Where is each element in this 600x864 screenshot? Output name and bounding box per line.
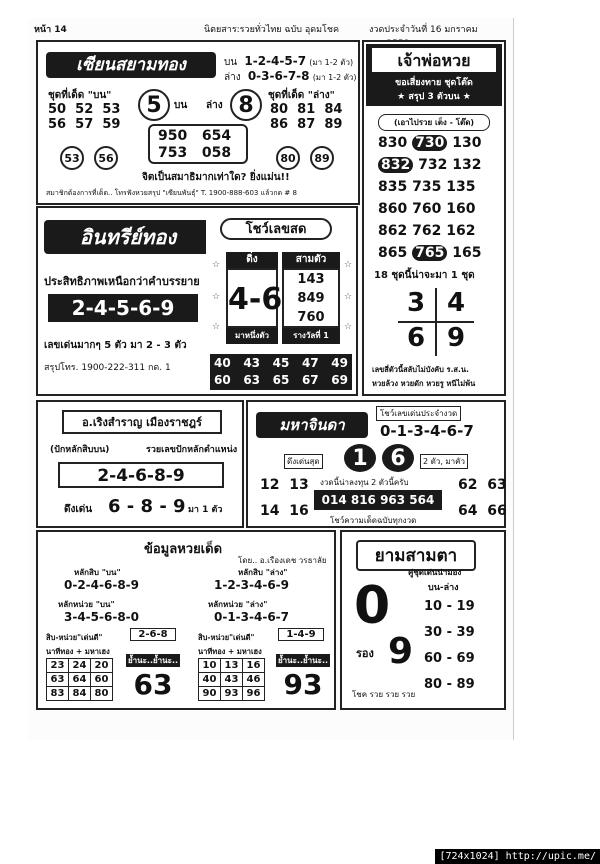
toto-num: 132 <box>452 157 482 173</box>
sam-num: 849 <box>297 291 325 306</box>
magazine-name: นิตยสาร:รวยทั่วไทย ฉบับ อุดมโชค <box>204 25 339 35</box>
lang-note: (มา 1-2 ตัว) <box>312 73 357 82</box>
toto-num: 130 <box>452 135 482 151</box>
right-big-num: 93 <box>283 668 323 701</box>
left-line-label: หลักสิบ "บน" <box>74 568 121 577</box>
range-list <box>424 594 475 698</box>
right-num: 89 <box>324 117 343 132</box>
lang-label: ล่าง <box>224 72 241 83</box>
section-yam-sam-ta <box>340 530 506 710</box>
left-num: 13 <box>289 477 309 493</box>
left-num: 50 <box>48 102 67 117</box>
star-icon: ☆ <box>212 260 221 270</box>
grid-digit: 3 <box>406 288 426 318</box>
table-cell: 84 <box>69 687 91 701</box>
grid-num: 60 <box>214 373 231 387</box>
table-cell: 24 <box>69 659 91 673</box>
grid-num: 47 <box>301 356 319 370</box>
grid-num: 63 <box>243 373 261 387</box>
ding-note: มา 1 ตัว <box>188 505 223 515</box>
luck-text: โชค รวย รวย รวย <box>352 690 416 699</box>
toto-num: 735 <box>412 179 442 195</box>
star-icon: ☆ <box>344 260 353 270</box>
label-lang: ล่าง <box>206 100 223 111</box>
right-line-label: หลักหน่วย "ล่าง" <box>208 600 268 609</box>
bon-line <box>224 54 353 70</box>
grid-num: 45 <box>272 356 290 370</box>
main-seq: 2-4-5-6-9 <box>48 294 198 322</box>
sets-note: 18 ชุดนี้น่าจะมา 1 ชุด <box>374 270 475 281</box>
section-subtitle: คู่ชุดเด่นน่ามอง <box>408 568 462 577</box>
left-big-num: 63 <box>133 668 173 701</box>
grid-num: 43 <box>243 356 261 370</box>
grid-num: 40 <box>214 356 231 370</box>
main-seq: 2-4-6-8-9 <box>58 462 224 488</box>
table-cell: 93 <box>221 687 243 701</box>
toto-num: 160 <box>446 201 476 217</box>
left-table-title: นาทีทอง + มหาเฮง <box>46 647 110 656</box>
ding-label: ดิ่ง <box>226 252 278 268</box>
footnote1: เลขสี่ตัวนี้สลับไม่บังคับ ร.ส.น. <box>372 365 469 374</box>
right-num: 81 <box>297 102 316 117</box>
ding-label: ดึงเด่น <box>64 504 93 515</box>
right-line-value: 1-2-3-4-6-9 <box>214 578 289 592</box>
sub-left: มาหนึ่งตัว <box>226 328 278 344</box>
right-line-label: หลักสิบ "ล่าง" <box>238 568 288 577</box>
grid-num: 69 <box>331 373 348 387</box>
table-cell: 46 <box>243 673 265 687</box>
circle-num: 56 <box>94 146 118 170</box>
right-minute-table <box>198 658 265 701</box>
table-cell: 96 <box>243 687 265 701</box>
toto-num: 135 <box>446 179 476 195</box>
right-num: 84 <box>324 102 343 117</box>
table-cell: 40 <box>199 673 221 687</box>
left-num: 14 <box>260 503 280 519</box>
left-num: 59 <box>102 117 121 132</box>
bon-label: บน <box>224 57 238 68</box>
phone: สรุปโทร. 1900-222-311 กด. 1 <box>44 363 171 373</box>
left-box-value: 2-6-8 <box>130 628 176 641</box>
table-cell: 63 <box>47 673 69 687</box>
left-box-label: สิบ-หน่วย"เด่นดี" <box>46 633 103 642</box>
section-summary: ★ สรุป 3 ตัวบน ★ <box>397 92 471 102</box>
section-title: เซียนสยามทอง <box>46 52 216 78</box>
toto-num: 732 <box>418 157 448 173</box>
bon-seq: 1-2-4-5-7 <box>244 54 307 68</box>
digit-lang-circle: 8 <box>230 89 262 121</box>
table-cell: 64 <box>69 673 91 687</box>
left-line-value: 3-4-5-6-8-0 <box>64 610 139 624</box>
slogan: จิตเป็นสมาธิมากเท่าใด? ยิ่งแม่น!! <box>142 172 290 183</box>
sub2: รวยเลขปักหลักตำแหน่ง <box>146 445 238 455</box>
center-num: 654 <box>201 128 232 144</box>
ding-digits: 4-6 <box>226 268 278 328</box>
toto-num-highlight: 832 <box>378 157 413 173</box>
grid-num: 67 <box>301 373 319 387</box>
label-bon: บน <box>174 100 188 111</box>
star-icon: ☆ <box>344 322 353 332</box>
digit-note: 2 ตัว, มาคัว <box>420 454 468 469</box>
left-num: 56 <box>48 117 67 132</box>
range-item: 30 - 39 <box>424 625 475 640</box>
left-title: ชุดที่เด็ด "บน" <box>48 90 112 101</box>
left-num: 57 <box>75 117 94 132</box>
toto-num: 860 <box>378 201 408 217</box>
draw-date: งวดประจำวันที่ 16 มกราคม <box>369 25 478 35</box>
right-nums <box>458 472 507 524</box>
right-num: 80 <box>270 102 289 117</box>
toto-num: 165 <box>452 245 482 261</box>
table-cell: 16 <box>243 659 265 673</box>
four-nums: 014 816 963 564 <box>314 490 442 510</box>
toto-num: 862 <box>378 223 408 239</box>
section-sub2: บน-ล่าง <box>428 583 459 593</box>
circle-num: 89 <box>310 146 334 170</box>
section-siansiamthong <box>36 40 360 205</box>
footnote2: หวยล้วง หวยดัก หวยรู หนีไม่พ้น <box>372 379 476 388</box>
left-num: 12 <box>260 477 280 493</box>
right-num: 86 <box>270 117 289 132</box>
digit-circle: 6 <box>382 444 414 472</box>
range-item: 10 - 19 <box>424 599 475 614</box>
bon-note: (มา 1-2 ตัว) <box>309 58 354 67</box>
range-item: 80 - 89 <box>424 677 475 692</box>
ding-label: ดึงเด่นสุด <box>284 454 323 469</box>
right-box-label: สิบ-หน่วย"เด่นดี" <box>198 633 255 642</box>
center-num: 753 <box>158 145 188 161</box>
grid-num: 49 <box>331 356 348 370</box>
footer: โชว์ความเด็ดฉบับทุกงวด <box>330 516 417 525</box>
center-nums-box <box>148 124 248 164</box>
page-header <box>34 20 508 36</box>
table-cell: 60 <box>91 673 113 687</box>
right-big-label: ย้ำนะ..ย้ำนะ.. <box>277 656 329 665</box>
toto-rows <box>378 132 498 264</box>
sam-label: สามตัว <box>282 252 340 268</box>
left-minute-table <box>46 658 113 701</box>
section-title: เจ้าพ่อหวย <box>372 48 496 72</box>
left-num: 16 <box>289 503 309 519</box>
left-num: 52 <box>75 102 94 117</box>
table-cell: 20 <box>91 659 113 673</box>
center-num: 058 <box>201 145 232 161</box>
tip: งวดนี้น่าลงทุน 2 ตัวนี้ครับ <box>320 478 409 487</box>
right-line-value: 0-1-3-4-6-7 <box>214 610 289 624</box>
sam-num: 143 <box>297 272 325 287</box>
effect-text: ประสิทธิภาพเหนือกว่าคำบรรยาย <box>44 275 200 288</box>
page-number: หน้า 14 <box>34 25 67 35</box>
table-cell: 83 <box>47 687 69 701</box>
sam-num: 760 <box>297 310 325 325</box>
lang-line <box>224 69 357 85</box>
lang-seq: 0-3-6-7-8 <box>247 69 310 83</box>
right-num: 66 <box>487 503 507 519</box>
circle-num: 53 <box>60 146 84 170</box>
toto-num: 865 <box>378 245 408 261</box>
star-icon: ☆ <box>344 292 353 302</box>
left-line-value: 0-2-4-6-8-9 <box>64 578 139 592</box>
right-nums <box>270 102 342 132</box>
section-title: ข้อมูลหวยเด็ด <box>143 542 223 557</box>
right-num: 64 <box>458 503 478 519</box>
table-cell: 23 <box>47 659 69 673</box>
four-digit-grid <box>398 288 474 356</box>
toto-num: 830 <box>378 135 408 151</box>
number-grid <box>210 354 352 390</box>
author: โดย.. อ.เรืองเดช วรธาลัย <box>238 556 327 565</box>
grid-digit: 4 <box>446 288 466 318</box>
toto-num-highlight: 730 <box>412 135 447 151</box>
big-nine: 9 <box>388 631 414 672</box>
section-tag: (เอาไปรวย เต็ง - โต๊ด) <box>378 114 490 131</box>
table-cell: 90 <box>199 687 221 701</box>
section-chaopho-huay <box>362 40 506 396</box>
section-insithong <box>36 206 222 396</box>
section-subtitle: ขอเสี่ยงทาย ชุดโต๊ด <box>395 78 473 88</box>
right-box-value: 1-4-9 <box>278 628 324 641</box>
section-title: โชว์เลขสด <box>220 218 332 240</box>
toto-num: 162 <box>446 223 476 239</box>
sam-nums <box>282 268 340 328</box>
section-show-lek-sod <box>206 206 358 396</box>
right-table-title: นาทีทอง + มหาเฮง <box>198 647 262 656</box>
right-num: 87 <box>297 117 316 132</box>
ding-nums: 6 - 8 - 9 <box>108 496 186 517</box>
caption: โชว์เลขเด่นประจำงวด <box>376 406 461 421</box>
digit-circle: 1 <box>344 444 376 472</box>
toto-num: 762 <box>412 223 442 239</box>
toto-num: 760 <box>412 201 442 217</box>
contact: สมาชิกต้องการที่เด็ด.. โทรฟังหวยสรุป "เซียนพันธุ์" T. 1900-888-603 แล้วกด # 8 <box>46 189 297 197</box>
toto-num: 835 <box>378 179 408 195</box>
right-num: 63 <box>487 477 507 493</box>
star-icon: ☆ <box>212 292 221 302</box>
left-nums <box>260 472 309 524</box>
watermark: [724x1024] http://upic.me/ <box>435 849 600 864</box>
star-icon: ☆ <box>212 322 221 332</box>
section-maha-chinda <box>246 400 506 528</box>
digit-bon-circle: 5 <box>138 89 170 121</box>
table-cell: 10 <box>199 659 221 673</box>
range-item: 60 - 69 <box>424 651 475 666</box>
grid-num: 65 <box>272 373 290 387</box>
table-cell: 80 <box>91 687 113 701</box>
circle-num: 80 <box>276 146 300 170</box>
center-num: 950 <box>158 128 188 144</box>
section-ajarn-roeng <box>36 400 244 528</box>
section-title: ยามสามตา <box>356 540 476 571</box>
sub-right: รางวัลที่ 1 <box>282 328 340 344</box>
left-num: 53 <box>102 102 121 117</box>
grid-digit: 9 <box>446 323 466 353</box>
section-title: มหาจินดา <box>256 412 368 438</box>
big-zero: 0 <box>354 576 391 636</box>
section-title: อินทรีย์ทอง <box>44 220 212 254</box>
grid-digit: 6 <box>406 323 426 353</box>
section-khomun-huay-det <box>36 530 336 710</box>
rong-label: รอง <box>356 647 374 660</box>
right-num: 62 <box>458 477 478 493</box>
table-cell: 13 <box>221 659 243 673</box>
table-cell: 43 <box>221 673 243 687</box>
left-nums <box>48 102 138 132</box>
sub1: (ปักหลักสิบบน) <box>50 445 110 455</box>
right-title: ชุดที่เด็ด "ล่าง" <box>268 90 335 101</box>
toto-num-highlight: 765 <box>412 245 447 261</box>
play-note: เลขเด่นมากๆ 5 ตัว มา 2 - 3 ตัว <box>44 340 187 351</box>
left-line-label: หลักหน่วย "บน" <box>58 600 115 609</box>
left-big-label: ย้ำนะ..ย้ำนะ.. <box>127 656 179 665</box>
main-seq: 0-1-3-4-6-7 <box>380 422 474 440</box>
section-title: อ.เริงสำราญ เมืองราชฎร์ <box>62 410 222 434</box>
